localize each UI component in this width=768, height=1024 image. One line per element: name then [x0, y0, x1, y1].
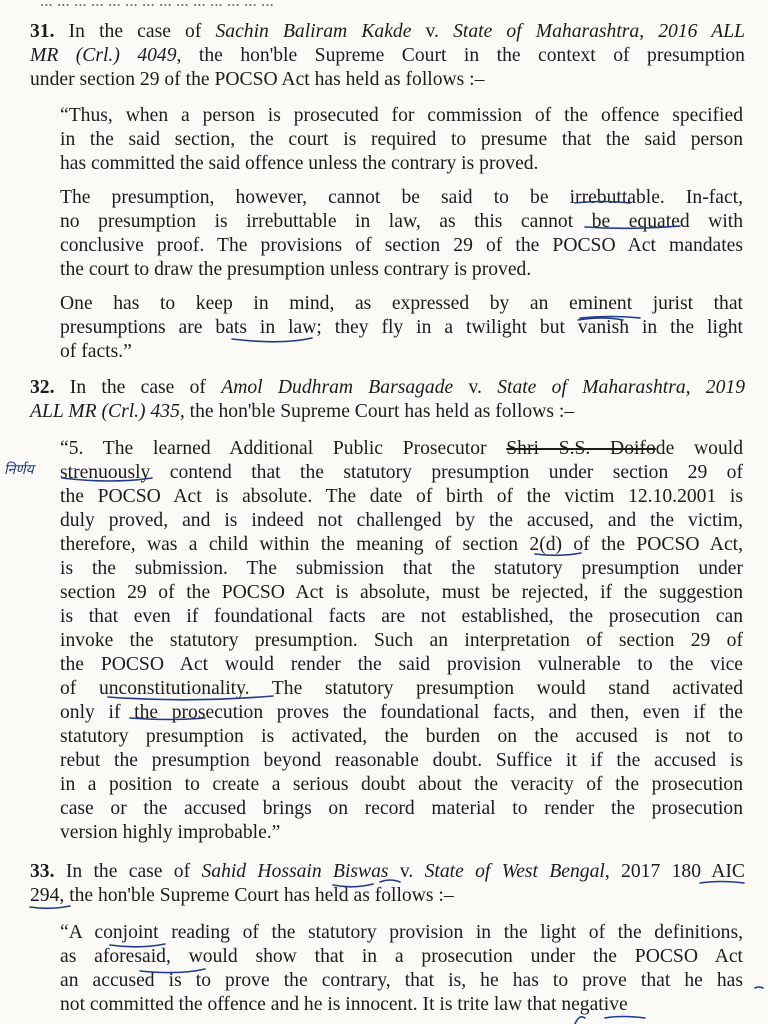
heading-line [30, 860, 745, 884]
quote-line: the court to draw the presumption unless contrary is proved. [60, 259, 532, 280]
stray-mark [575, 1017, 585, 1024]
quote-line: conclusive proof. The provisions of section 29 of the POCSO Act mandates [60, 235, 743, 256]
paragraph-31-heading [30, 20, 745, 92]
paragraph-number: 33. [30, 861, 55, 882]
quote-line: only if the prosecution proves the foundational facts, and then, even if the [60, 702, 743, 723]
quote-line: not committed the offence and he is innocent. It is trite law that negative [60, 994, 628, 1015]
text-run: 294, the hon'ble Supreme Court has held as follows :– [30, 885, 454, 906]
text-run: In the case of [54, 377, 222, 398]
quote-paragraph [60, 437, 743, 845]
case-citation: State of Maharashtra, 2016 ALL [453, 21, 745, 42]
paragraph-33-heading [30, 860, 745, 908]
case-citation: ALL MR (Crl.) 435 [30, 401, 180, 422]
quote-paragraph [60, 186, 743, 282]
text-run: In the case of [54, 861, 202, 882]
struck-text: Shri S.S. Doifo [506, 438, 656, 459]
quote-line: no presumption is irrebuttable in law, as this cannot be equated with [60, 211, 743, 232]
case-citation: State of Maharashtra, 2019 [497, 377, 745, 398]
quote-line: case or the accused brings on record material to render the prosecution [60, 798, 743, 819]
case-citation: State of West Bengal [424, 861, 605, 882]
quote-line: duly proved, and is indeed not challenged by the accused, and the victim, [60, 510, 743, 531]
quote-line: strenuously contend that the statutory presumption under section 29 of [60, 462, 743, 483]
text-run: , the hon'ble Supreme Court in the context of presumption [176, 45, 745, 66]
tick-mark [755, 987, 763, 988]
quote-line: is that even if foundational facts are not established, the prosecution can [60, 606, 743, 627]
quote-line: of unconstitutionality. The statutory presumption would stand activated [60, 678, 743, 699]
handwritten-margin-note: निर्णय [4, 462, 34, 478]
quote-line: The presumption, however, cannot be said to be irrebuttable. In-fact, [60, 187, 743, 208]
heading-line [30, 884, 745, 908]
heading-line [30, 376, 745, 400]
quote-line: in the said section, the court is required to presume that the said person [60, 129, 743, 150]
quote-paragraph [60, 104, 743, 176]
text-run: v. [388, 861, 425, 882]
text-run: de would [655, 438, 743, 459]
quote-line: has committed the said offence unless the contrary is proved. [60, 153, 539, 174]
heading-line [30, 400, 745, 424]
quote-line: One has to keep in mind, as expressed by an eminent jurist that [60, 293, 743, 314]
text-run: “5. The learned Additional Public Prosecutor [60, 438, 507, 459]
text-run: v. [453, 377, 498, 398]
heading-line [30, 44, 745, 68]
quote-line: therefore, was a child within the meaning of section 2(d) of the POCSO Act, [60, 534, 743, 555]
paragraph-32-heading [30, 376, 745, 424]
text-run: In the case of [54, 21, 216, 42]
case-citation: Sachin Baliram Kakde [215, 21, 412, 42]
quote-line: the POCSO Act would render the said provision vulnerable to the vice [60, 654, 743, 675]
quote-line [60, 437, 743, 461]
text-run: v. [411, 21, 454, 42]
text-run: , 2017 180 AIC [604, 861, 745, 882]
quote-line: statutory presumption is activated, the burden on the accused is not to [60, 726, 743, 747]
heading-line [30, 20, 745, 44]
paragraph-31-quote [60, 104, 743, 364]
quote-line: invoke the statutory presumption. Such an interpretation of section 29 of [60, 630, 743, 651]
quote-line: “A conjoint reading of the statutory provision in the light of the definitions, [60, 922, 743, 943]
case-citation: Sahid Hossain Biswas [201, 861, 389, 882]
quote-line: of facts.” [60, 341, 132, 362]
case-citation: MR (Crl.) 4049 [30, 45, 177, 66]
text-run: , the hon'ble Supreme Court has held as follows :– [179, 401, 575, 422]
quote-line: an accused is to prove the contrary, that is, he has to prove that he has [60, 970, 743, 991]
quote-line: presumptions are bats in law; they fly in a twilight but vanish in the light [60, 317, 743, 338]
quote-line: section 29 of the POCSO Act is absolute, must be rejected, if the suggestion [60, 582, 743, 603]
cut-off-top-line: ... ... ... ... ... ... ... ... ... ... ... ... ... ... [40, 0, 274, 10]
case-citation: Amol Dudhram Barsagade [221, 377, 454, 398]
heading-line [30, 68, 745, 92]
quote-line: the POCSO Act is absolute. The date of birth of the victim 12.10.2001 is [60, 486, 743, 507]
quote-paragraph [60, 292, 743, 364]
text-run: under section 29 of the POCSO Act has held as follows :– [30, 69, 485, 90]
quote-line: is the submission. The submission that the statutory presumption under [60, 558, 743, 579]
paragraph-number: 31. [30, 21, 55, 42]
quote-line: as aforesaid, would show that in a prosecution under the POCSO Act [60, 946, 743, 967]
paragraph-number: 32. [30, 377, 55, 398]
paragraph-33-quote [60, 921, 743, 1017]
quote-paragraph [60, 921, 743, 1017]
quote-line: in a position to create a serious doubt about the veracity of the prosecution [60, 774, 743, 795]
paragraph-32-quote [60, 437, 743, 845]
quote-line: “Thus, when a person is prosecuted for commission of the offence specified [60, 105, 743, 126]
quote-line: version highly improbable.” [60, 822, 281, 843]
quote-line: rebut the presumption beyond reasonable doubt. Suffice it if the accused is [60, 750, 743, 771]
